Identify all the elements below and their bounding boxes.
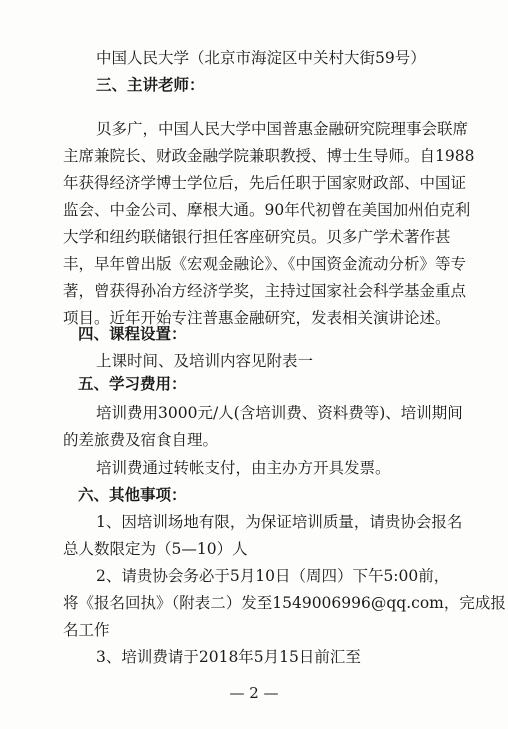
other-item-line: 2、请贵协会务必于5月10日（周四）下午5:00前， (96, 567, 450, 585)
instructor-paragraph-line: 项目。近年开始专注普惠金融研究，发表相关演讲论述。 (63, 309, 451, 327)
instructor-paragraph-line: 大学和纽约联储银行担任客座研究员。贝多广学术著作甚 (63, 228, 451, 246)
fees-paragraph-line: 的差旅费及宿食自理。 (63, 431, 219, 449)
fees-payment-line: 培训费通过转帐支付，由主办方开具发票。 (96, 459, 391, 477)
section-heading-fees: 五、学习费用： (78, 374, 187, 393)
page-number: — 2 — (229, 684, 279, 702)
instructor-paragraph-line: 监会、中金公司、摩根大通。90年代初曾在美国加州伯克利 (63, 201, 471, 219)
fees-paragraph-line: 培训费用3000元/人(含培训费、资料费等)、培训期间 (96, 404, 463, 422)
instructor-paragraph-line: 丰，早年曾出版《宏观金融论》、《中国资金流动分析》等专 (63, 255, 467, 273)
other-item-line: 1、因培训场地有限，为保证培训质量，请贵协会报名 (96, 513, 463, 531)
instructor-paragraph-line: 贝多广，中国人民大学中国普惠金融研究院理事会联席 (96, 120, 469, 138)
section-heading-other: 六、其他事项： (78, 485, 187, 504)
address-line: 中国人民大学（北京市海淀区中关村大街59号） (96, 49, 426, 67)
other-item-line: 3、培训费请于2018年5月15日前汇至 (96, 648, 361, 666)
instructor-paragraph-line: 著，曾获得孙冶方经济学奖，主持过国家社会科学基金重点 (63, 282, 467, 300)
section-heading-instructor: 三、主讲老师： (96, 75, 205, 94)
instructor-paragraph-line: 主席兼院长、财政金融学院兼职教授、博士生导师。自1988 (63, 147, 475, 165)
other-item-line: 名工作 (63, 621, 110, 639)
instructor-paragraph-line: 年获得经济学博士学位后，先后任职于国家财政部、中国证 (63, 174, 467, 192)
courses-text: 上课时间、及培训内容见附表一 (96, 352, 314, 370)
other-item-line: 总人数限定为（5—10）人 (63, 540, 248, 558)
section-heading-courses: 四、课程设置： (78, 324, 187, 343)
other-item-line: 将《报名回执》（附表二）发至1549006996@qq.com，完成报 (63, 594, 506, 612)
